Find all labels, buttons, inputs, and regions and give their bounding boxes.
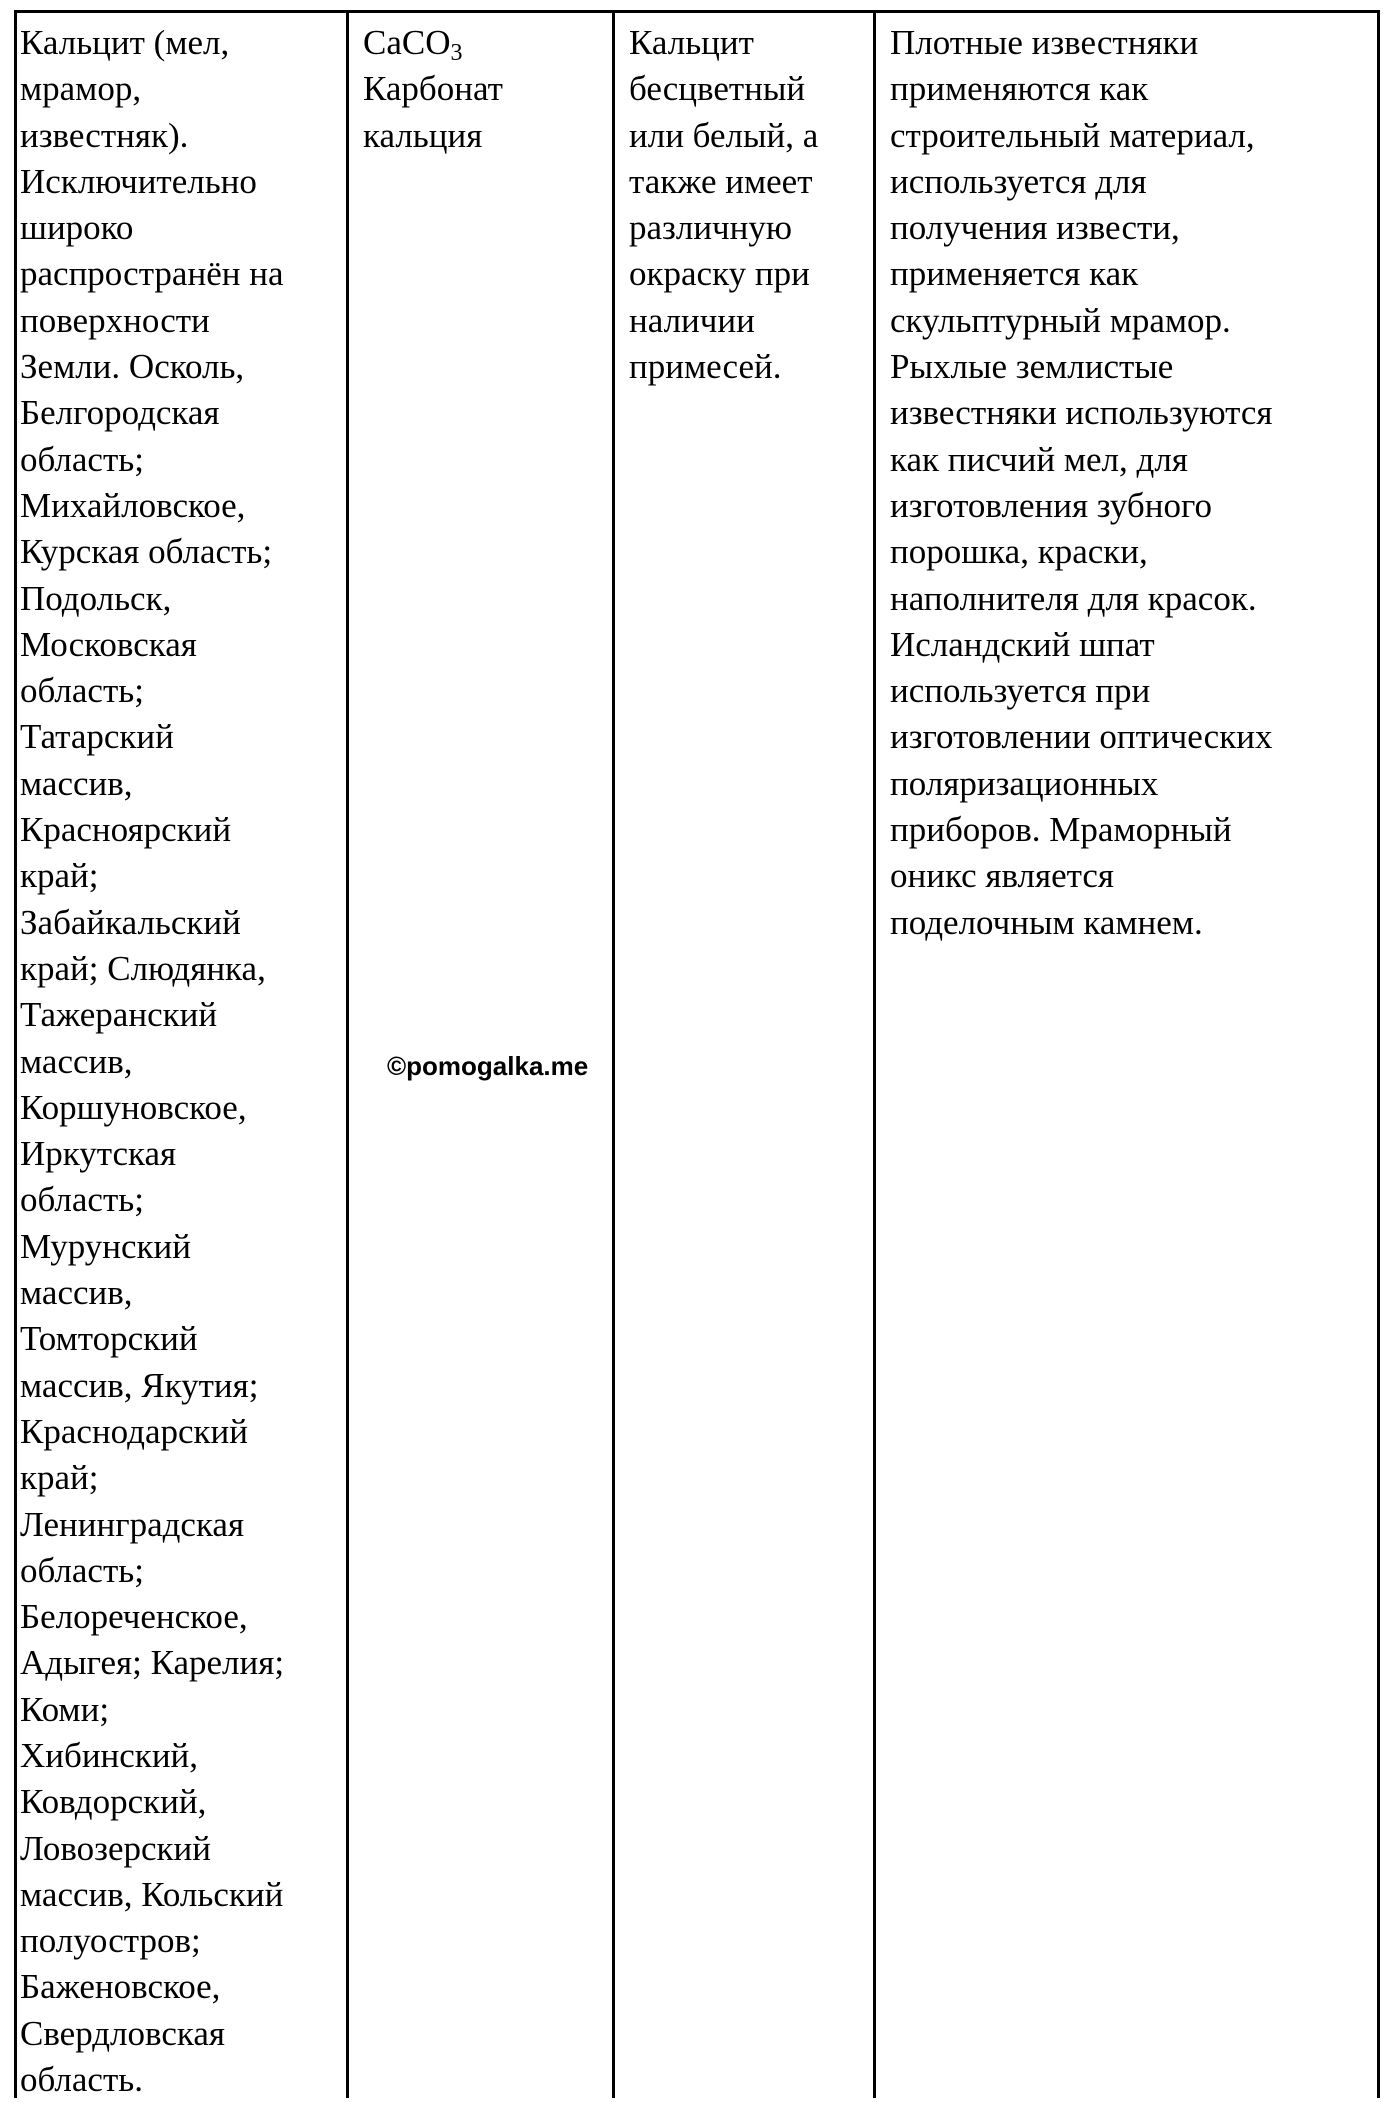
column-divider-3 — [873, 10, 876, 2098]
table-border-left — [14, 10, 17, 2098]
cell-properties: Кальцит бесцветный или белый, а также имеет различную окраску при наличии примесей. — [629, 23, 819, 387]
cell-usage: Плотные известняки применяются как строительный материал, используется для получения извести, применяется как скульптурный мрамор. Рыхлые землистые известняки используются как писчий мел, для изготовления зубного порошка, краски, наполнителя для красок. Исландский шпат используется при изготовлении оптических поляризационных приборов. Мраморный оникс является поделочным камнем. — [890, 23, 1273, 942]
cell-formula — [363, 20, 603, 159]
column-divider-1 — [346, 10, 349, 2098]
formula-subscript: 3 — [450, 40, 463, 66]
column-divider-2 — [612, 10, 615, 2098]
watermark-text: ©pomogalka.me — [387, 1051, 589, 1081]
cell-mineral-deposits: Кальцит (мел, мрамор, известняк). Исключительно широко распространён на поверхности Земли. Осколь, Белгородская область; Михайловское, Курская область; Подольск, Московская область; Татарский массив, Красноярский край; Забайкальский край; Слюдянка, Тажеранский массив, Коршуновское, Иркутская область; Мурунский массив, Томторский массив, Якутия; Краснодарский край; Ленинградская область; Белореченское, Адыгея; Карелия; Коми; Хибинский, Ковдорский, Ловозерский массив, Кольский полуостров; Баженовское, Свердловская область. — [20, 23, 285, 2100]
formula-prefix: CaCO — [363, 23, 451, 62]
formula-name: Карбонат кальция — [363, 69, 503, 155]
table-border-right — [1377, 10, 1380, 2098]
